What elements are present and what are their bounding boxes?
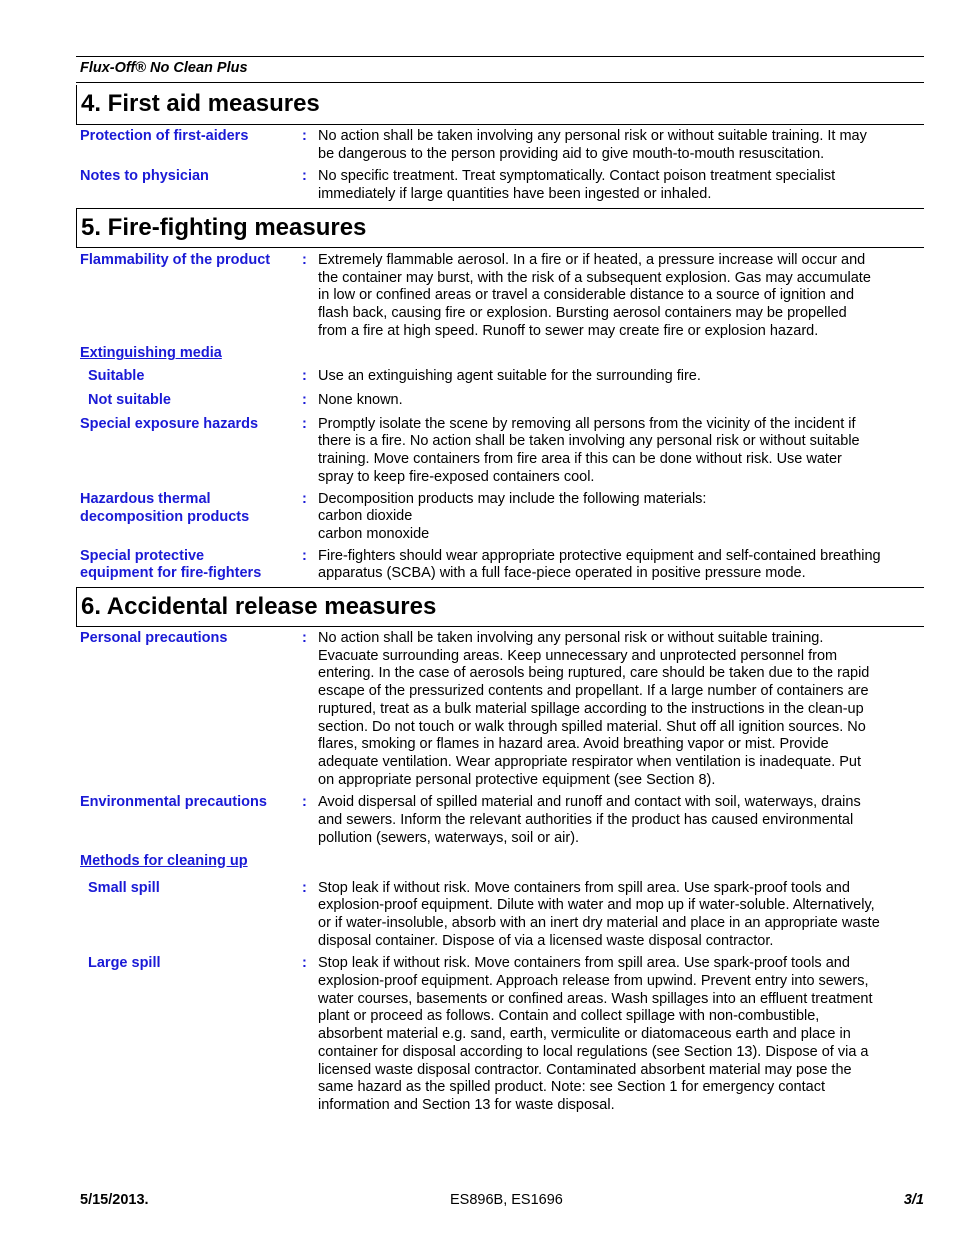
document-header bbox=[76, 56, 924, 83]
field-hazardous-decomposition bbox=[76, 491, 924, 544]
field-label: Flammability of the product bbox=[80, 251, 271, 268]
field-large-spill bbox=[76, 955, 924, 1114]
field-value: No action shall be taken involving any personal risk or without suitable training. It may be dangerous to the person providing aid to give mouth-to-mouth resuscitation. bbox=[318, 128, 867, 162]
field-label-line: equipment for fire-fighters bbox=[80, 565, 262, 582]
field-separator: : bbox=[302, 490, 307, 507]
field-separator: : bbox=[302, 368, 307, 385]
field-value: Extremely flammable aerosol. In a fire or if heated, a pressure increase will occur and the container may burst, with the risk of a subsequent explosion. Gas may accumulate in low or confined areas or travel a considerable distance to a source of ignition and flash back, causing fire or explosion. Bursting aerosol containers may be propelled from a fire at high speed. Runoff to sewer may create fire or explosion hazard. bbox=[318, 251, 871, 339]
field-value: Decomposition products may include the following materials: carbon dioxide carbon monoxide bbox=[318, 490, 707, 542]
field-label-line: Special protective bbox=[80, 547, 205, 564]
field-special-exposure-hazards bbox=[76, 416, 924, 487]
field-flammability bbox=[76, 252, 924, 341]
field-value: Fire-fighters should wear appropriate protective equipment and self-contained breathing apparatus (SCBA) with a full face-piece operated in positive pressure mode. bbox=[318, 547, 881, 582]
field-separator: : bbox=[302, 794, 307, 811]
field-separator: : bbox=[302, 251, 307, 268]
field-value: Promptly isolate the scene by removing all persons from the vicinity of the incident if there is a fire. No action shall be taken involving any personal risk or without suitable training. Move containers from fire area if this can be done without risk. Use water spray to keep fire-exposed containers cool. bbox=[318, 415, 860, 485]
field-separator: : bbox=[302, 168, 307, 185]
field-label-line: Hazardous thermal bbox=[80, 490, 211, 507]
field-label: Special exposure hazards bbox=[80, 415, 259, 432]
section-title-fire-fighting: 5. Fire-fighting measures bbox=[76, 208, 924, 248]
field-value: No specific treatment. Treat symptomatically. Contact poison treatment specialist immediately if large quantities have been ingested or inhaled. bbox=[318, 168, 836, 203]
field-value: Use an extinguishing agent suitable for the surrounding fire. bbox=[318, 368, 701, 385]
sds-page bbox=[76, 56, 924, 1115]
field-label: Suitable bbox=[88, 368, 145, 385]
field-label: Methods for cleaning up bbox=[80, 852, 248, 869]
field-label: Notes to physician bbox=[80, 168, 209, 185]
field-suitable bbox=[76, 368, 924, 386]
field-label-line: decomposition products bbox=[80, 509, 250, 526]
field-separator: : bbox=[302, 392, 307, 409]
document-footer bbox=[76, 1192, 924, 1212]
footer-date: 5/15/2013. bbox=[80, 1192, 149, 1208]
field-label: Personal precautions bbox=[80, 630, 228, 647]
footer-page-number: 3/1 bbox=[903, 1192, 924, 1208]
field-environmental-precautions bbox=[76, 794, 924, 847]
section-title-first-aid: 4. First aid measures bbox=[76, 85, 924, 125]
field-label: Protection of first-aiders bbox=[80, 128, 249, 144]
subheading-cleaning-methods bbox=[76, 853, 924, 871]
section-title-accidental-release: 6. Accidental release measures bbox=[76, 587, 924, 627]
field-not-suitable bbox=[76, 392, 924, 410]
field-notes-to-physician bbox=[76, 168, 924, 203]
field-label bbox=[80, 491, 296, 527]
subheading-extinguishing-media bbox=[76, 345, 924, 363]
field-separator: : bbox=[302, 415, 307, 432]
footer-codes: ES896B, ES1696 bbox=[450, 1192, 563, 1208]
field-label bbox=[80, 548, 296, 583]
field-value: Avoid dispersal of spilled material and runoff and contact with soil, waterways, drains and sewers. Inform the relevant authorities if the product has caused environmental pollution (sewers, waterways, soil or air). bbox=[318, 794, 861, 846]
field-value: Stop leak if without risk. Move containers from spill area. Use spark-proof tools and explosion-proof equipment. Dilute with water and mop up if water-soluble. Alternatively, or if water-insoluble, absorb with an inert dry material and place in an appropriate waste disposal container. Dispose of via a licensed waste disposal contractor. bbox=[318, 879, 880, 949]
field-label: Environmental precautions bbox=[80, 794, 267, 811]
product-name: Flux-Off® No Clean Plus bbox=[80, 60, 248, 76]
field-separator: : bbox=[302, 630, 307, 647]
field-protective-equipment bbox=[76, 548, 924, 583]
field-protection-first-aiders bbox=[76, 128, 924, 163]
field-label: Not suitable bbox=[88, 392, 171, 409]
field-separator: : bbox=[302, 547, 307, 564]
field-separator: : bbox=[302, 955, 307, 972]
field-value: Stop leak if without risk. Move containers from spill area. Use spark-proof tools and explosion-proof equipment. Approach release from upwind. Prevent entry into sewers, water courses, basements or confined areas. Wash spillages into an effluent treatment plant or proceed as follows. Contain and collect spillage with non-combustible, absorbent material e.g. sand, earth, vermiculite or diatomaceous earth and place in container for disposal according to local regulations (see Section 13). Dispose of via a licensed waste disposal contractor. Contaminated absorbent material may pose the same hazard as the spilled product. Note: see Section 1 for emergency contact information and Section 13 for waste disposal. bbox=[318, 955, 873, 1113]
field-personal-precautions bbox=[76, 630, 924, 789]
field-label: Large spill bbox=[88, 955, 161, 972]
field-label: Small spill bbox=[88, 879, 160, 896]
field-separator: : bbox=[302, 879, 307, 896]
field-value: None known. bbox=[318, 392, 403, 409]
field-value: No action shall be taken involving any personal risk or without suitable training. Evacuate surrounding areas. Keep unnecessary and unprotected personnel from entering. In the case of aerosols being ruptured, care should be taken due to the rapid escape of the pressurized contents and propellant. If a large number of containers are ruptured, treat as a bulk material spillage according to the instructions in the clean-up section. Do not touch or walk through spilled material. Shut off all ignition sources. No flares, smoking or flames in hazard area. Avoid breathing vapor or mist. Provide adequate ventilation. Wear appropriate respirator when ventilation is inadequate. Put on appropriate personal protective equipment (see Section 8). bbox=[318, 630, 870, 788]
field-small-spill bbox=[76, 880, 924, 951]
field-separator: : bbox=[302, 128, 307, 144]
field-label: Extinguishing media bbox=[80, 345, 222, 362]
